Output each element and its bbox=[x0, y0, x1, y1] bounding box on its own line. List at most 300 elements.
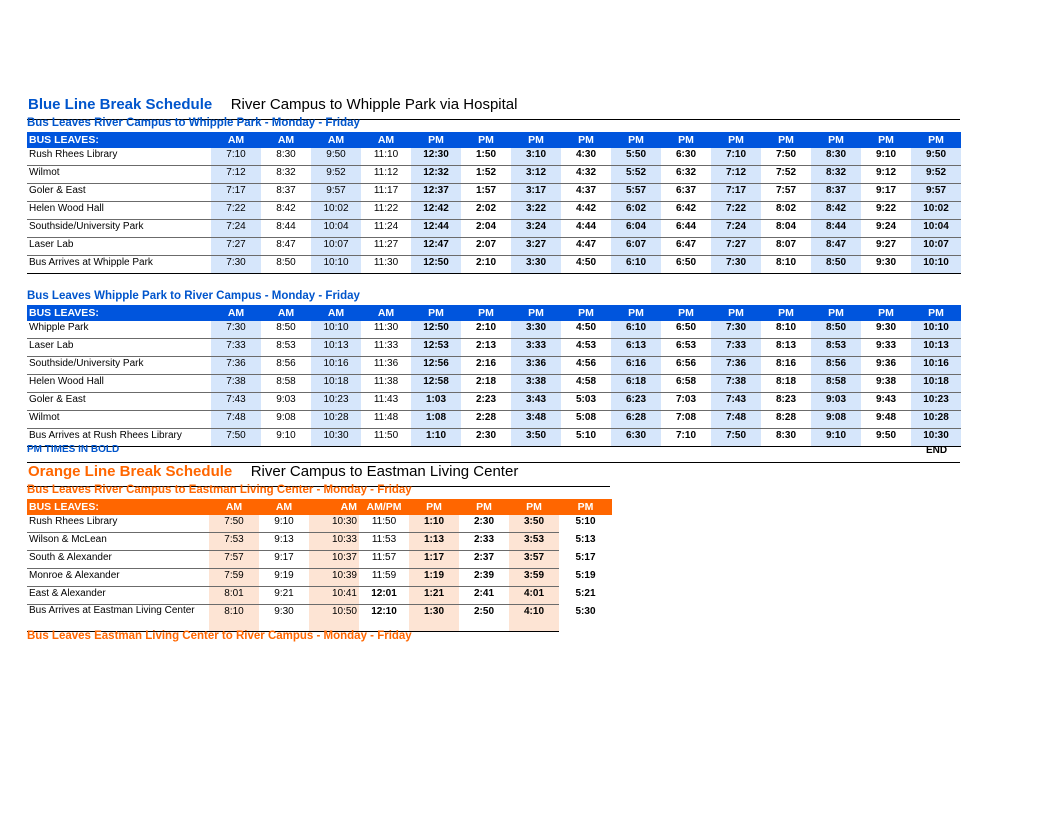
period-header: PM bbox=[761, 305, 811, 321]
time-cell: 10:16 bbox=[911, 357, 961, 375]
time-cell: 7:43 bbox=[211, 393, 261, 411]
table-row bbox=[27, 569, 612, 587]
time-cell: 8:30 bbox=[811, 148, 861, 166]
time-cell: 2:33 bbox=[459, 533, 509, 551]
time-cell: 4:56 bbox=[561, 357, 611, 375]
time-cell: 10:50 bbox=[309, 605, 359, 632]
time-cell: 9:17 bbox=[259, 551, 309, 569]
time-cell: 8:42 bbox=[261, 202, 311, 220]
pm-bold-note: PM TIMES IN BOLD bbox=[27, 444, 120, 455]
time-cell: 4:01 bbox=[509, 587, 559, 605]
time-cell: 7:24 bbox=[711, 220, 761, 238]
time-cell: 1:13 bbox=[409, 533, 459, 551]
period-header: PM bbox=[559, 499, 612, 515]
stop-name: Monroe & Alexander bbox=[27, 569, 209, 587]
stop-name: Wilson & McLean bbox=[27, 533, 209, 551]
time-cell: 5:30 bbox=[575, 605, 596, 617]
time-cell: 4:37 bbox=[561, 184, 611, 202]
time-cell: 8:32 bbox=[811, 166, 861, 184]
time-cell: 5:17 bbox=[575, 551, 596, 563]
time-cell: 7:43 bbox=[711, 393, 761, 411]
time-cell: 9:10 bbox=[811, 429, 861, 447]
time-cell: 2:07 bbox=[461, 238, 511, 256]
time-cell: 10:10 bbox=[311, 256, 361, 274]
time-cell: 11:38 bbox=[361, 375, 411, 393]
time-cell: 9:50 bbox=[861, 429, 911, 447]
time-cell: 3:57 bbox=[509, 551, 559, 569]
time-cell: 9:08 bbox=[811, 411, 861, 429]
time-cell: 10:13 bbox=[311, 339, 361, 357]
time-cell: 4:10 bbox=[509, 605, 559, 632]
time-cell: 9:50 bbox=[911, 148, 961, 166]
table-row bbox=[27, 411, 961, 429]
stop-name: Helen Wood Hall bbox=[27, 375, 211, 393]
time-cell: 3:27 bbox=[511, 238, 561, 256]
time-cell: 7:17 bbox=[711, 184, 761, 202]
stop-name: Southside/University Park bbox=[27, 220, 211, 238]
time-cell: 6:58 bbox=[661, 375, 711, 393]
time-cell: 3:59 bbox=[509, 569, 559, 587]
header-row bbox=[27, 499, 612, 515]
time-cell: 3:33 bbox=[511, 339, 561, 357]
time-cell: 9:50 bbox=[311, 148, 361, 166]
time-cell: 8:32 bbox=[261, 166, 311, 184]
time-cell: 10:30 bbox=[309, 515, 359, 533]
time-cell: 5:57 bbox=[611, 184, 661, 202]
time-cell: 2:30 bbox=[461, 429, 511, 447]
time-cell: 7:59 bbox=[209, 569, 259, 587]
time-cell: 6:04 bbox=[611, 220, 661, 238]
time-cell: 2:41 bbox=[459, 587, 509, 605]
time-cell: 1:50 bbox=[461, 148, 511, 166]
time-cell: 5:52 bbox=[611, 166, 661, 184]
time-cell: 7:38 bbox=[211, 375, 261, 393]
orange-line-title: Orange Line Break Schedule bbox=[28, 463, 233, 480]
period-header: PM bbox=[461, 305, 511, 321]
time-cell: 11:12 bbox=[361, 166, 411, 184]
period-header: AM bbox=[209, 499, 259, 515]
table-row bbox=[27, 256, 961, 274]
stop-name: Bus Arrives at Whipple Park bbox=[27, 256, 211, 274]
time-cell: 7:08 bbox=[661, 411, 711, 429]
period-header: PM bbox=[661, 132, 711, 148]
time-cell: 9:17 bbox=[861, 184, 911, 202]
time-cell: 11:43 bbox=[361, 393, 411, 411]
table-row bbox=[27, 166, 961, 184]
time-cell: 7:33 bbox=[211, 339, 261, 357]
time-cell: 9:10 bbox=[861, 148, 911, 166]
time-cell: 3:38 bbox=[511, 375, 561, 393]
time-cell: 7:36 bbox=[211, 357, 261, 375]
time-cell: 7:50 bbox=[761, 148, 811, 166]
time-cell: 3:48 bbox=[511, 411, 561, 429]
time-cell: 12:50 bbox=[411, 256, 461, 274]
time-cell: 1:57 bbox=[461, 184, 511, 202]
time-cell: 7:57 bbox=[209, 551, 259, 569]
period-header: AM bbox=[311, 305, 361, 321]
time-cell: 11:22 bbox=[361, 202, 411, 220]
time-cell: 10:23 bbox=[911, 393, 961, 411]
period-header: AM bbox=[309, 499, 359, 515]
time-cell: 6:30 bbox=[661, 148, 711, 166]
time-cell: 8:04 bbox=[761, 220, 811, 238]
time-cell: 3:10 bbox=[511, 148, 561, 166]
stop-name: Whipple Park bbox=[27, 321, 211, 339]
table-row bbox=[27, 533, 612, 551]
stop-name: Laser Lab bbox=[27, 238, 211, 256]
table-row bbox=[27, 321, 961, 339]
time-cell: 7:10 bbox=[211, 148, 261, 166]
time-cell: 8:16 bbox=[761, 357, 811, 375]
time-cell: 12:37 bbox=[411, 184, 461, 202]
time-cell: 8:44 bbox=[261, 220, 311, 238]
time-cell: 9:33 bbox=[861, 339, 911, 357]
orange-section2-title: Bus Leaves Eastman Living Center to River Campus - Monday - Friday bbox=[27, 630, 412, 642]
time-cell: 6:50 bbox=[661, 321, 711, 339]
time-cell: 11:59 bbox=[359, 569, 409, 587]
time-cell: 3:17 bbox=[511, 184, 561, 202]
time-cell: 12:10 bbox=[359, 605, 409, 632]
time-cell: 9:52 bbox=[911, 166, 961, 184]
time-cell: 10:02 bbox=[311, 202, 361, 220]
time-cell: 6:47 bbox=[661, 238, 711, 256]
time-cell: 2:28 bbox=[461, 411, 511, 429]
table-row bbox=[27, 202, 961, 220]
time-cell: 11:30 bbox=[361, 256, 411, 274]
time-cell: 10:07 bbox=[911, 238, 961, 256]
period-header: PM bbox=[461, 132, 511, 148]
time-cell: 4:47 bbox=[561, 238, 611, 256]
table-row bbox=[27, 375, 961, 393]
header-label: BUS LEAVES: bbox=[27, 499, 209, 515]
time-cell: 9:30 bbox=[259, 605, 309, 632]
time-cell: 12:50 bbox=[411, 321, 461, 339]
time-cell: 5:10 bbox=[575, 516, 596, 527]
period-header: AM bbox=[211, 305, 261, 321]
blue-table-inbound bbox=[27, 305, 961, 447]
time-cell: 7:27 bbox=[211, 238, 261, 256]
time-cell: 10:18 bbox=[311, 375, 361, 393]
time-cell: 6:07 bbox=[611, 238, 661, 256]
time-cell: 5:03 bbox=[561, 393, 611, 411]
time-cell: 8:58 bbox=[811, 375, 861, 393]
time-cell: 8:02 bbox=[761, 202, 811, 220]
blue-line-title-row bbox=[28, 96, 517, 114]
time-cell: 2:10 bbox=[461, 321, 511, 339]
time-cell: 2:30 bbox=[459, 515, 509, 533]
time-cell: 8:53 bbox=[811, 339, 861, 357]
time-cell: 9:13 bbox=[259, 533, 309, 551]
period-header: PM bbox=[661, 305, 711, 321]
stop-name: East & Alexander bbox=[27, 587, 209, 605]
time-cell: 4:42 bbox=[561, 202, 611, 220]
time-cell: 10:10 bbox=[311, 321, 361, 339]
stop-name: Goler & East bbox=[27, 184, 211, 202]
period-header: AM bbox=[361, 132, 411, 148]
period-header: AM bbox=[259, 499, 309, 515]
time-cell: 2:16 bbox=[461, 357, 511, 375]
time-cell: 6:32 bbox=[661, 166, 711, 184]
header-row bbox=[27, 305, 961, 321]
time-cell: 10:33 bbox=[309, 533, 359, 551]
time-cell: 8:37 bbox=[811, 184, 861, 202]
time-cell: 10:28 bbox=[311, 411, 361, 429]
time-cell: 6:28 bbox=[611, 411, 661, 429]
time-cell: 8:37 bbox=[261, 184, 311, 202]
time-cell: 7:22 bbox=[711, 202, 761, 220]
time-cell: 8:50 bbox=[811, 256, 861, 274]
time-cell: 8:28 bbox=[761, 411, 811, 429]
time-cell: 12:47 bbox=[411, 238, 461, 256]
time-cell: 2:18 bbox=[461, 375, 511, 393]
period-header: PM bbox=[511, 132, 561, 148]
time-cell: 7:48 bbox=[211, 411, 261, 429]
time-cell: 10:04 bbox=[911, 220, 961, 238]
stop-name: Helen Wood Hall bbox=[27, 202, 211, 220]
time-cell: 8:50 bbox=[261, 256, 311, 274]
time-cell: 3:30 bbox=[511, 321, 561, 339]
time-cell: 7:10 bbox=[661, 429, 711, 447]
time-cell: 7:52 bbox=[761, 166, 811, 184]
time-cell: 8:47 bbox=[261, 238, 311, 256]
period-header: AM bbox=[261, 305, 311, 321]
time-cell: 7:22 bbox=[211, 202, 261, 220]
time-cell: 9:27 bbox=[861, 238, 911, 256]
time-cell: 6:30 bbox=[611, 429, 661, 447]
time-cell: 1:30 bbox=[409, 605, 459, 632]
time-cell: 6:02 bbox=[611, 202, 661, 220]
stop-name: Bus Arrives at Rush Rhees Library bbox=[27, 429, 211, 447]
time-cell: 8:18 bbox=[761, 375, 811, 393]
stop-name: Rush Rhees Library bbox=[27, 515, 209, 533]
period-header: PM bbox=[711, 305, 761, 321]
table-row bbox=[27, 357, 961, 375]
time-cell: 6:44 bbox=[661, 220, 711, 238]
time-cell: 1:21 bbox=[409, 587, 459, 605]
table-row bbox=[27, 148, 961, 166]
time-cell: 1:10 bbox=[411, 429, 461, 447]
time-cell: 12:42 bbox=[411, 202, 461, 220]
time-cell: 5:10 bbox=[561, 429, 611, 447]
period-header: AM bbox=[211, 132, 261, 148]
time-cell: 7:12 bbox=[211, 166, 261, 184]
time-cell: 11:10 bbox=[361, 148, 411, 166]
time-cell: 9:43 bbox=[861, 393, 911, 411]
time-cell: 8:30 bbox=[261, 148, 311, 166]
time-cell: 11:53 bbox=[359, 533, 409, 551]
time-cell: 1:17 bbox=[409, 551, 459, 569]
time-cell: 5:19 bbox=[575, 569, 596, 581]
time-cell: 10:23 bbox=[311, 393, 361, 411]
time-cell: 9:30 bbox=[861, 321, 911, 339]
orange-section1-title: Bus Leaves River Campus to Eastman Living Center - Monday - Friday bbox=[27, 484, 412, 496]
time-cell: 10:39 bbox=[309, 569, 359, 587]
time-cell: 10:02 bbox=[911, 202, 961, 220]
time-cell: 12:01 bbox=[359, 587, 409, 605]
time-cell: 6:53 bbox=[661, 339, 711, 357]
time-cell: 7:50 bbox=[209, 515, 259, 533]
time-cell: 8:44 bbox=[811, 220, 861, 238]
time-cell: 12:53 bbox=[411, 339, 461, 357]
time-cell: 6:16 bbox=[611, 357, 661, 375]
time-cell: 8:23 bbox=[761, 393, 811, 411]
time-cell: 10:41 bbox=[309, 587, 359, 605]
orange-line-title-row bbox=[28, 463, 518, 481]
time-cell: 7:30 bbox=[211, 256, 261, 274]
time-cell: 8:10 bbox=[761, 256, 811, 274]
time-cell: 9:08 bbox=[261, 411, 311, 429]
stop-name: Goler & East bbox=[27, 393, 211, 411]
time-cell: 4:32 bbox=[561, 166, 611, 184]
time-cell: 9:38 bbox=[861, 375, 911, 393]
time-cell: 2:23 bbox=[461, 393, 511, 411]
time-cell: 2:02 bbox=[461, 202, 511, 220]
time-cell: 7:30 bbox=[711, 321, 761, 339]
time-cell: 7:38 bbox=[711, 375, 761, 393]
time-cell: 8:10 bbox=[209, 605, 259, 632]
time-cell: 9:03 bbox=[811, 393, 861, 411]
time-cell: 7:48 bbox=[711, 411, 761, 429]
time-cell: 1:52 bbox=[461, 166, 511, 184]
time-cell: 9:21 bbox=[259, 587, 309, 605]
table-row bbox=[27, 220, 961, 238]
period-header: PM bbox=[409, 499, 459, 515]
time-cell: 11:27 bbox=[361, 238, 411, 256]
time-cell: 9:10 bbox=[259, 515, 309, 533]
stop-name: Laser Lab bbox=[27, 339, 211, 357]
time-cell: 3:12 bbox=[511, 166, 561, 184]
time-cell: 10:16 bbox=[311, 357, 361, 375]
table-row bbox=[27, 515, 612, 533]
time-cell: 12:32 bbox=[411, 166, 461, 184]
time-cell: 10:07 bbox=[311, 238, 361, 256]
period-header: PM bbox=[711, 132, 761, 148]
time-cell: 3:36 bbox=[511, 357, 561, 375]
blue-section1-title: Bus Leaves River Campus to Whipple Park - Monday - Friday bbox=[27, 117, 360, 129]
time-cell: 7:03 bbox=[661, 393, 711, 411]
time-cell: 7:12 bbox=[711, 166, 761, 184]
header-label: BUS LEAVES: bbox=[27, 132, 211, 148]
time-cell: 8:58 bbox=[261, 375, 311, 393]
period-header: AM bbox=[361, 305, 411, 321]
time-cell: 8:47 bbox=[811, 238, 861, 256]
table-row bbox=[27, 429, 961, 447]
time-cell: 6:18 bbox=[611, 375, 661, 393]
time-cell: 11:50 bbox=[359, 515, 409, 533]
time-cell: 11:24 bbox=[361, 220, 411, 238]
time-cell: 4:53 bbox=[561, 339, 611, 357]
time-cell: 10:30 bbox=[911, 429, 961, 447]
time-cell: 3:43 bbox=[511, 393, 561, 411]
period-header: PM bbox=[911, 305, 961, 321]
time-cell: 8:30 bbox=[761, 429, 811, 447]
period-header: PM bbox=[761, 132, 811, 148]
period-header: AM bbox=[261, 132, 311, 148]
header-row bbox=[27, 132, 961, 148]
stop-name: Southside/University Park bbox=[27, 357, 211, 375]
period-header: PM bbox=[561, 305, 611, 321]
time-cell: 7:53 bbox=[209, 533, 259, 551]
time-cell: 8:50 bbox=[811, 321, 861, 339]
orange-table-outbound bbox=[27, 499, 612, 632]
end-label: END bbox=[926, 445, 948, 456]
time-cell: 7:33 bbox=[711, 339, 761, 357]
time-cell: 9:52 bbox=[311, 166, 361, 184]
time-cell: 8:56 bbox=[811, 357, 861, 375]
table-row bbox=[27, 551, 612, 569]
time-cell: 7:36 bbox=[711, 357, 761, 375]
time-cell: 11:48 bbox=[361, 411, 411, 429]
table-row bbox=[27, 238, 961, 256]
time-cell: 10:37 bbox=[309, 551, 359, 569]
time-cell: 9:19 bbox=[259, 569, 309, 587]
time-cell: 5:21 bbox=[575, 587, 596, 599]
period-header: PM bbox=[811, 132, 861, 148]
time-cell: 10:10 bbox=[911, 256, 961, 274]
period-header: PM bbox=[561, 132, 611, 148]
time-cell: 10:04 bbox=[311, 220, 361, 238]
time-cell: 2:37 bbox=[459, 551, 509, 569]
time-cell: 7:17 bbox=[211, 184, 261, 202]
time-cell: 6:42 bbox=[661, 202, 711, 220]
time-cell: 5:08 bbox=[561, 411, 611, 429]
time-cell: 3:24 bbox=[511, 220, 561, 238]
time-cell: 12:56 bbox=[411, 357, 461, 375]
time-cell: 10:13 bbox=[911, 339, 961, 357]
period-header: PM bbox=[811, 305, 861, 321]
stop-name: Rush Rhees Library bbox=[27, 148, 211, 166]
time-cell: 9:57 bbox=[311, 184, 361, 202]
time-cell: 7:50 bbox=[711, 429, 761, 447]
period-header: PM bbox=[911, 132, 961, 148]
time-cell: 5:50 bbox=[611, 148, 661, 166]
period-header: PM bbox=[611, 305, 661, 321]
orange-line-subtitle: River Campus to Eastman Living Center bbox=[250, 463, 519, 480]
time-cell: 8:53 bbox=[261, 339, 311, 357]
time-cell: 6:37 bbox=[661, 184, 711, 202]
period-header: PM bbox=[411, 305, 461, 321]
time-cell: 1:08 bbox=[411, 411, 461, 429]
time-cell: 11:17 bbox=[361, 184, 411, 202]
table-row bbox=[27, 339, 961, 357]
period-header: PM bbox=[459, 499, 509, 515]
period-header: PM bbox=[511, 305, 561, 321]
blue-line-subtitle: River Campus to Whipple Park via Hospital bbox=[230, 96, 518, 113]
time-cell: 7:27 bbox=[711, 238, 761, 256]
period-header: PM bbox=[611, 132, 661, 148]
time-cell: 3:50 bbox=[509, 515, 559, 533]
time-cell: 7:30 bbox=[711, 256, 761, 274]
time-cell: 4:44 bbox=[561, 220, 611, 238]
time-cell: 3:50 bbox=[511, 429, 561, 447]
table-row bbox=[27, 184, 961, 202]
header-label: BUS LEAVES: bbox=[27, 305, 211, 321]
time-cell: 11:33 bbox=[361, 339, 411, 357]
time-cell: 7:57 bbox=[761, 184, 811, 202]
time-cell: 2:50 bbox=[459, 605, 509, 632]
time-cell: 9:12 bbox=[861, 166, 911, 184]
blue-section2-title: Bus Leaves Whipple Park to River Campus - Monday - Friday bbox=[27, 290, 360, 302]
time-cell: 7:50 bbox=[211, 429, 261, 447]
period-header: PM bbox=[861, 132, 911, 148]
time-cell: 3:22 bbox=[511, 202, 561, 220]
time-cell: 9:03 bbox=[261, 393, 311, 411]
time-cell: 9:48 bbox=[861, 411, 911, 429]
time-cell: 4:58 bbox=[561, 375, 611, 393]
time-cell: 6:10 bbox=[611, 321, 661, 339]
time-cell: 1:10 bbox=[409, 515, 459, 533]
blue-table-outbound bbox=[27, 132, 961, 274]
